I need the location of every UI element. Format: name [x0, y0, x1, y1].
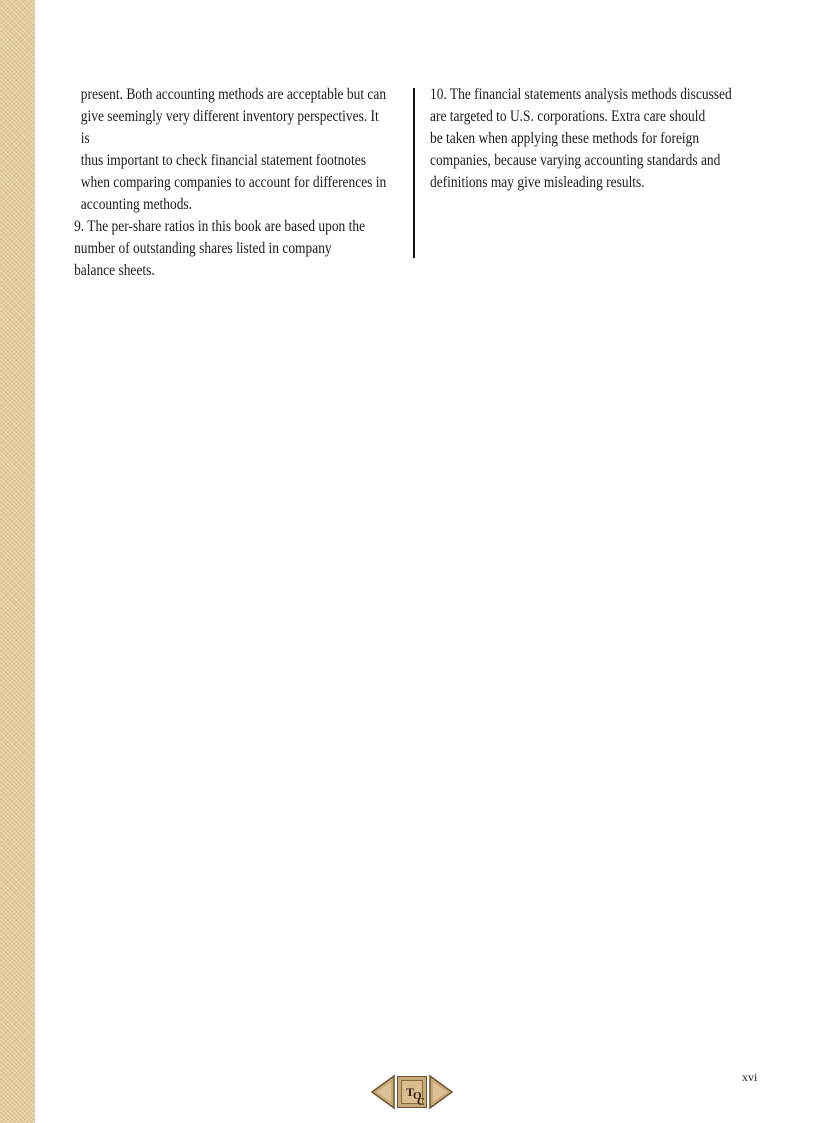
left-column	[64, 84, 390, 282]
column-divider	[413, 88, 415, 258]
text-line: be taken when applying these methods for foreign	[430, 130, 700, 147]
prev-page-arrow-icon	[370, 1074, 396, 1110]
toc-letter-c: C	[417, 1096, 425, 1108]
decorative-side-band	[0, 0, 35, 1123]
next-page-button[interactable]	[428, 1074, 454, 1110]
text-line: definitions may give misleading results.	[430, 174, 645, 191]
text-line: present. Both accounting methods are acceptable but can	[80, 86, 387, 103]
page-number: xvi	[742, 1070, 758, 1084]
text-line: 9. The per-share ratios in this book are based upon the	[74, 218, 366, 235]
list-item-9	[64, 216, 390, 282]
text-line: are targeted to U.S. corporations. Extra care should	[430, 108, 706, 125]
toc-icon	[401, 1080, 425, 1108]
page-navigation	[370, 1074, 452, 1110]
toc-letter-o: O	[413, 1090, 422, 1102]
text-line: companies, because varying accounting standards and	[430, 152, 721, 169]
text-line: balance sheets.	[74, 262, 155, 279]
continuation-paragraph	[64, 84, 390, 216]
list-item-10	[430, 84, 758, 194]
toc-letter-t: T	[406, 1085, 415, 1099]
text-line: number of outstanding shares listed in company	[74, 240, 332, 257]
text-line: accounting methods.	[80, 196, 193, 213]
text-line: when comparing companies to account for differences in	[80, 174, 387, 191]
toc-button[interactable]	[397, 1076, 427, 1108]
prev-page-button[interactable]	[370, 1074, 396, 1110]
right-column	[430, 84, 758, 194]
text-line: 10. The financial statements analysis methods discussed	[430, 86, 732, 103]
text-line: thus important to check financial statement footnotes	[80, 152, 366, 169]
text-line: give seemingly very different inventory perspectives. It is	[80, 108, 379, 147]
next-page-arrow-icon	[428, 1074, 454, 1110]
